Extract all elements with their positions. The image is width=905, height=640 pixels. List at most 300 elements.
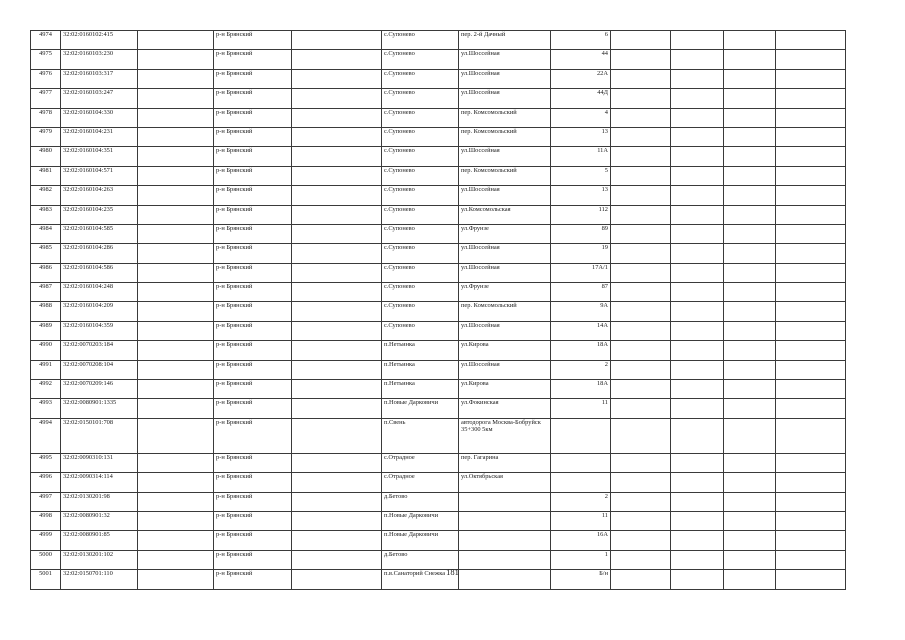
cell-cadastral-number: 32:02:0090310:131 [61,453,138,472]
cell-empty [292,341,382,360]
cell-district: р-н Брянский [214,108,292,127]
table-row [31,473,846,492]
cell-number: 4996 [31,473,61,492]
cell-locality: п.Нетьинка [382,360,459,379]
cell-empty [138,380,214,399]
cell-empty [138,453,214,472]
cell-empty [138,302,214,321]
cell-district: р-н Брянский [214,511,292,530]
cell-empty [724,473,776,492]
cell-house: 22А [551,69,611,88]
cell-street: пер. Комсомольский [459,108,551,127]
cell-house: 112 [551,205,611,224]
cell-district: р-н Брянский [214,283,292,302]
cell-empty [724,263,776,282]
cell-house: 89 [551,224,611,243]
cell-street: ул.Кирова [459,380,551,399]
table-row [31,399,846,418]
table-row [31,531,846,550]
cell-district: р-н Брянский [214,50,292,69]
cell-locality: с.Отрадное [382,473,459,492]
cell-locality: п.Нетьинка [382,341,459,360]
cell-number: 4986 [31,263,61,282]
cell-cadastral-number: 32:02:0160104:586 [61,263,138,282]
cell-empty [138,50,214,69]
cell-empty [292,321,382,340]
cell-empty [671,205,724,224]
cell-locality: п.Новые Дарковичи [382,531,459,550]
table-row [31,205,846,224]
cell-locality: п.Новые Дарковичи [382,511,459,530]
cell-empty [724,418,776,453]
cell-empty [671,511,724,530]
cell-empty [292,50,382,69]
cell-number: 4982 [31,186,61,205]
cell-empty [292,186,382,205]
cell-locality: с.Супонево [382,205,459,224]
cell-district: р-н Брянский [214,418,292,453]
table-row [31,511,846,530]
cell-house: 11А [551,147,611,166]
cell-empty [611,321,671,340]
cell-empty [671,147,724,166]
cell-street [459,511,551,530]
cell-empty [776,531,846,550]
cell-empty [776,360,846,379]
cell-empty [671,108,724,127]
cell-empty [776,69,846,88]
cell-empty [292,205,382,224]
cell-empty [671,492,724,511]
cell-empty [138,341,214,360]
cell-locality: п.Нетьинка [382,380,459,399]
cell-empty [776,108,846,127]
cell-empty [292,380,382,399]
cell-empty [292,127,382,146]
table-row [31,360,846,379]
cell-district: р-н Брянский [214,186,292,205]
cell-empty [292,108,382,127]
cell-empty [611,89,671,108]
cell-empty [611,283,671,302]
cell-empty [292,166,382,185]
cell-district: р-н Брянский [214,127,292,146]
cell-empty [724,399,776,418]
cell-number: 4987 [31,283,61,302]
cell-street: ул.Шоссейная [459,263,551,282]
cell-house: 1 [551,550,611,569]
cell-empty [776,205,846,224]
cell-district: р-н Брянский [214,550,292,569]
cell-empty [724,224,776,243]
cell-empty [671,473,724,492]
cell-empty [611,50,671,69]
cell-empty [671,321,724,340]
page-number: 181 [446,567,459,577]
cell-empty [724,511,776,530]
cell-number: 4990 [31,341,61,360]
cell-street [459,531,551,550]
cell-empty [611,453,671,472]
cell-cadastral-number: 32:02:0080901:1335 [61,399,138,418]
cell-empty [776,283,846,302]
cell-street: автодорога Москва-Бобруйск 35+300 5км [459,418,551,453]
cell-empty [292,492,382,511]
cell-empty [611,341,671,360]
cell-locality: с.Супонево [382,224,459,243]
cell-district: р-н Брянский [214,147,292,166]
cell-cadastral-number: 32:02:0160104:209 [61,302,138,321]
table-row [31,302,846,321]
cell-cadastral-number: 32:02:0160104:248 [61,283,138,302]
cell-house: 6 [551,31,611,50]
cell-locality: с.Супонево [382,31,459,50]
cell-empty [724,380,776,399]
cell-empty [611,108,671,127]
cell-house: 11 [551,511,611,530]
cell-locality: с.Супонево [382,147,459,166]
cell-street: ул.Фрунзе [459,283,551,302]
cell-empty [776,89,846,108]
cell-empty [138,224,214,243]
cell-empty [724,50,776,69]
cell-cadastral-number: 32:02:0160104:571 [61,166,138,185]
table-row [31,166,846,185]
cell-locality: с.Супонево [382,321,459,340]
table-row [31,418,846,453]
cell-empty [776,186,846,205]
cell-empty [724,492,776,511]
cell-empty [671,360,724,379]
cell-empty [611,418,671,453]
cell-locality: с.Супонево [382,302,459,321]
cell-empty [671,341,724,360]
cell-locality: с.Супонево [382,283,459,302]
cell-empty [776,380,846,399]
cell-house [551,418,611,453]
cell-street: ул.Шоссейная [459,69,551,88]
cell-empty [724,127,776,146]
cell-empty [611,473,671,492]
cell-empty [776,321,846,340]
cell-empty [292,31,382,50]
cell-empty [611,399,671,418]
cell-cadastral-number: 32:02:0070208:104 [61,360,138,379]
cell-empty [671,166,724,185]
cell-cadastral-number: 32:02:0090314:114 [61,473,138,492]
cell-street: ул.Фокинская [459,399,551,418]
cell-empty [138,31,214,50]
cell-district: р-н Брянский [214,570,292,589]
cell-district: р-н Брянский [214,399,292,418]
cell-locality: с.Супонево [382,244,459,263]
cell-empty [292,224,382,243]
cell-locality: с.Супонево [382,186,459,205]
cell-district: р-н Брянский [214,89,292,108]
cell-number: 4993 [31,399,61,418]
cell-empty [724,31,776,50]
cell-empty [776,302,846,321]
cell-empty [776,492,846,511]
cell-number: 4998 [31,511,61,530]
cell-empty [138,399,214,418]
cell-empty [671,263,724,282]
cell-empty [611,186,671,205]
cell-empty [611,380,671,399]
cell-empty [138,186,214,205]
cell-empty [724,69,776,88]
cell-cadastral-number: 32:02:0160103:247 [61,89,138,108]
cell-empty [138,147,214,166]
cell-street: пер. Гагарина [459,453,551,472]
cell-street: ул.Шоссейная [459,50,551,69]
cell-empty [776,224,846,243]
cell-house: 5 [551,166,611,185]
cell-empty [611,244,671,263]
cell-number: 4974 [31,31,61,50]
cell-locality: п.Свень [382,418,459,453]
cell-empty [292,360,382,379]
cell-empty [138,492,214,511]
cell-number: 4997 [31,492,61,511]
cell-empty [724,453,776,472]
cell-street: ул.Шоссейная [459,244,551,263]
cell-number: 4985 [31,244,61,263]
cell-locality: с.Супонево [382,263,459,282]
cell-empty [138,263,214,282]
cell-street: ул.Шоссейная [459,89,551,108]
cell-street: пер. 2-й Дачный [459,31,551,50]
cell-street: ул.Шоссейная [459,147,551,166]
cell-empty [671,89,724,108]
cell-empty [292,263,382,282]
cell-locality: с.Супонево [382,50,459,69]
cell-empty [724,283,776,302]
cell-street: ул.Шоссейная [459,186,551,205]
cell-locality: п.Новые Дарковичи [382,399,459,418]
cell-district: р-н Брянский [214,205,292,224]
cell-empty [671,399,724,418]
cell-house: 13 [551,127,611,146]
cell-cadastral-number: 32:02:0070203:184 [61,341,138,360]
cell-house: 11 [551,399,611,418]
table-row [31,147,846,166]
table-row [31,224,846,243]
cell-cadastral-number: 32:02:0160102:415 [61,31,138,50]
cell-empty [292,244,382,263]
cell-empty [611,531,671,550]
cell-empty [138,321,214,340]
cell-house [551,453,611,472]
cell-district: р-н Брянский [214,69,292,88]
cell-empty [776,127,846,146]
cell-empty [724,166,776,185]
cell-empty [724,341,776,360]
cell-number: 4994 [31,418,61,453]
cell-empty [724,147,776,166]
cell-empty [671,283,724,302]
cell-empty [611,31,671,50]
cell-locality: д.Бетово [382,492,459,511]
cell-cadastral-number: 32:02:0130201:98 [61,492,138,511]
cell-empty [138,89,214,108]
cell-district: р-н Брянский [214,224,292,243]
cell-empty [611,263,671,282]
cell-empty [671,453,724,472]
cell-district: р-н Брянский [214,360,292,379]
cell-number: 4976 [31,69,61,88]
cell-empty [611,205,671,224]
cell-empty [671,531,724,550]
cell-empty [292,453,382,472]
cell-locality: д.Бетово [382,550,459,569]
cell-empty [724,244,776,263]
cell-empty [138,127,214,146]
cell-empty [724,108,776,127]
cell-empty [611,147,671,166]
cell-cadastral-number: 32:02:0160104:235 [61,205,138,224]
cell-district: р-н Брянский [214,263,292,282]
cell-locality: с.Супонево [382,89,459,108]
cell-house: 9А [551,302,611,321]
cell-district: р-н Брянский [214,302,292,321]
cell-empty [776,263,846,282]
cell-empty [671,31,724,50]
table-row [31,380,846,399]
cell-empty [611,127,671,146]
cell-empty [671,302,724,321]
cell-empty [776,341,846,360]
cell-empty [138,473,214,492]
register-table [30,30,846,590]
cell-empty [671,224,724,243]
cell-empty [611,302,671,321]
cell-empty [671,50,724,69]
cell-house [551,473,611,492]
cell-street: ул.Комсомольская [459,205,551,224]
cell-empty [292,418,382,453]
cell-empty [138,108,214,127]
table-row [31,263,846,282]
cell-number: 4988 [31,302,61,321]
table-row [31,127,846,146]
cell-empty [611,224,671,243]
cell-house: 87 [551,283,611,302]
cell-house: 18А [551,341,611,360]
cell-street: ул.Шоссейная [459,360,551,379]
cell-number: 4991 [31,360,61,379]
cell-empty [724,89,776,108]
cell-street: пер. Комсомольский [459,166,551,185]
cell-empty [611,511,671,530]
cell-empty [138,531,214,550]
cell-empty [671,69,724,88]
cell-street: пер. Комсомольский [459,127,551,146]
cell-empty [776,31,846,50]
cell-empty [292,473,382,492]
cell-cadastral-number: 32:02:0160104:585 [61,224,138,243]
cell-cadastral-number: 32:02:0150101:708 [61,418,138,453]
cell-empty [292,302,382,321]
cell-cadastral-number: 32:02:0160104:263 [61,186,138,205]
cell-number: 4975 [31,50,61,69]
cell-empty [292,147,382,166]
cell-street: ул.Кирова [459,341,551,360]
cell-locality: с.Супонево [382,166,459,185]
cell-district: р-н Брянский [214,244,292,263]
cell-house: Б/н [551,570,611,589]
cell-house: 44Д [551,89,611,108]
cell-empty [138,283,214,302]
cell-cadastral-number: 32:02:0160104:330 [61,108,138,127]
cell-house: 44 [551,50,611,69]
cell-house: 2 [551,492,611,511]
cell-empty [292,531,382,550]
cell-empty [724,321,776,340]
cell-cadastral-number: 32:02:0080901:32 [61,511,138,530]
cell-house: 2 [551,360,611,379]
table-row [31,186,846,205]
cell-district: р-н Брянский [214,531,292,550]
table-row [31,492,846,511]
cell-empty [611,492,671,511]
cell-locality: с.Отрадное [382,453,459,472]
cell-empty [611,360,671,379]
cell-house: 4 [551,108,611,127]
cell-number: 4999 [31,531,61,550]
cell-house: 19 [551,244,611,263]
cell-empty [138,69,214,88]
cell-cadastral-number: 32:02:0160103:230 [61,50,138,69]
cell-empty [776,244,846,263]
cell-cadastral-number: 32:02:0160103:317 [61,69,138,88]
cell-empty [671,244,724,263]
cell-number: 4979 [31,127,61,146]
cell-number: 4980 [31,147,61,166]
cell-district: р-н Брянский [214,492,292,511]
cell-empty [776,147,846,166]
cell-empty [724,205,776,224]
cell-empty [138,418,214,453]
table-row [31,283,846,302]
cell-empty [671,418,724,453]
cell-house: 17А/1 [551,263,611,282]
cell-number: 4995 [31,453,61,472]
table-row [31,69,846,88]
cell-locality: с.Супонево [382,127,459,146]
cell-number: 4992 [31,380,61,399]
cell-locality: с.Супонево [382,69,459,88]
cell-empty [724,360,776,379]
cell-empty [776,511,846,530]
cell-street: ул.Фрунзе [459,224,551,243]
cell-cadastral-number: 32:02:0160104:231 [61,127,138,146]
cell-cadastral-number: 32:02:0160104:286 [61,244,138,263]
cell-street: ул.Шоссейная [459,321,551,340]
cell-empty [724,302,776,321]
cell-district: р-н Брянский [214,166,292,185]
cell-house: 13 [551,186,611,205]
cell-district: р-н Брянский [214,31,292,50]
cell-empty [292,69,382,88]
cell-district: р-н Брянский [214,321,292,340]
cell-number: 4983 [31,205,61,224]
cell-number: 4989 [31,321,61,340]
cell-district: р-н Брянский [214,380,292,399]
table-row [31,108,846,127]
cell-empty [138,205,214,224]
cell-district: р-н Брянский [214,473,292,492]
